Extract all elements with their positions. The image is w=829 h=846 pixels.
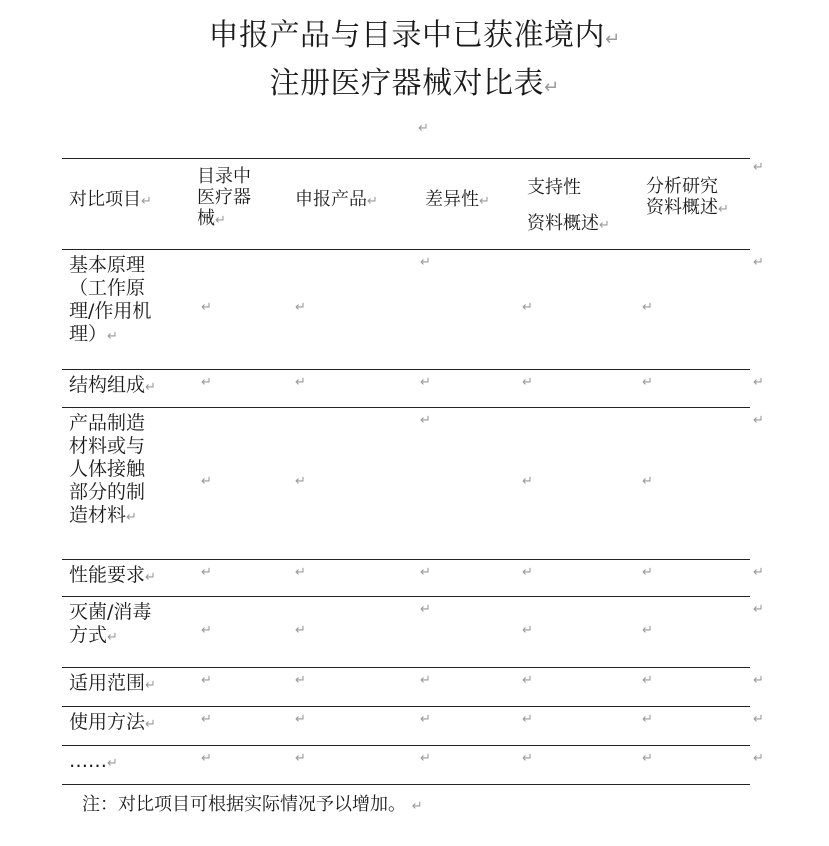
paragraph-mark-icon: ↵ <box>145 678 156 693</box>
paragraph-mark-icon: ↵ <box>522 565 533 580</box>
paragraph-mark-icon: ↵ <box>295 712 306 727</box>
document-title-line-2: 注册医疗器械对比表↵ <box>269 66 560 101</box>
text-line: …… <box>69 750 107 772</box>
paragraph-mark-icon: ↵ <box>201 474 212 489</box>
text-line: 资料概述 <box>646 197 718 218</box>
paragraph-mark-icon: ↵ <box>367 194 378 209</box>
text-line: 性能要求 <box>69 564 146 586</box>
paragraph-mark-icon: ↵ <box>201 300 212 315</box>
paragraph-mark-icon: ↵ <box>420 751 431 766</box>
paragraph-mark-icon: ↵ <box>522 751 533 766</box>
paragraph-mark-icon: ↵ <box>107 329 118 344</box>
paragraph-mark-icon: ↵ <box>642 565 653 580</box>
paragraph-mark-icon: ↵ <box>295 300 306 315</box>
row-label-6 <box>69 711 156 736</box>
header-cell-difference <box>425 189 490 212</box>
text-line: 方式 <box>69 624 108 646</box>
paragraph-mark-icon: ↵ <box>295 623 306 638</box>
paragraph-mark-icon: ↵ <box>107 756 118 771</box>
paragraph-mark-icon: ↵ <box>718 202 729 217</box>
row-label-4 <box>69 601 151 649</box>
paragraph-mark-icon: ↵ <box>295 565 306 580</box>
text-line: 基本原理 <box>69 254 146 276</box>
paragraph-mark-icon: ↵ <box>479 194 490 209</box>
paragraph-mark-icon: ↵ <box>599 218 610 233</box>
text-line: 医疗器 <box>197 187 251 208</box>
paragraph-mark-icon: ↵ <box>418 121 429 136</box>
table-rule-line <box>62 745 750 746</box>
paragraph-mark-icon: ↵ <box>753 413 764 428</box>
row-label-1 <box>69 374 156 399</box>
table-rule-line <box>62 249 750 250</box>
text-line: （工作原 <box>69 277 146 299</box>
paragraph-mark-icon: ↵ <box>145 570 156 585</box>
paragraph-mark-icon: ↵ <box>753 673 764 688</box>
paragraph-mark-icon: ↵ <box>642 300 653 315</box>
paragraph-mark-icon: ↵ <box>201 623 212 638</box>
text-line: 械 <box>197 208 215 229</box>
paragraph-mark-icon: ↵ <box>753 751 764 766</box>
text-line: 资料概述 <box>527 213 599 234</box>
paragraph-mark-icon: ↵ <box>145 380 156 395</box>
text-line: 理） <box>69 323 108 345</box>
table-rule-line <box>62 559 750 560</box>
paragraph-mark-icon: ↵ <box>295 751 306 766</box>
row-label-0 <box>69 254 151 348</box>
table-rule-line <box>62 596 750 597</box>
paragraph-mark-icon: ↵ <box>522 300 533 315</box>
paragraph-mark-icon: ↵ <box>201 751 212 766</box>
text-line: 结构组成 <box>69 374 146 396</box>
paragraph-mark-icon: ↵ <box>753 160 764 175</box>
row-label-7 <box>69 750 118 775</box>
paragraph-mark-icon: ↵ <box>753 565 764 580</box>
header-cell-catalog-device <box>197 166 251 231</box>
text-line: 申报产品 <box>295 189 367 210</box>
paragraph-mark-icon: ↵ <box>642 623 653 638</box>
text-line: 产品制造 <box>69 412 146 434</box>
header-cell-comparison-item <box>69 189 152 212</box>
paragraph-mark-icon: ↵ <box>522 623 533 638</box>
row-label-3 <box>69 564 156 589</box>
table-note: 注：对比项目可根据实际情况予以增加。 ↵ <box>82 794 423 815</box>
paragraph-mark-icon: ↵ <box>201 712 212 727</box>
table-rule-line <box>62 158 750 159</box>
header-cell-declared-product <box>295 189 378 212</box>
paragraph-mark-icon: ↵ <box>201 375 212 390</box>
paragraph-mark-icon: ↵ <box>642 712 653 727</box>
paragraph-mark-icon: ↵ <box>420 712 431 727</box>
paragraph-mark-icon: ↵ <box>201 565 212 580</box>
paragraph-mark-icon: ↵ <box>295 474 306 489</box>
text-line: 材料或与 <box>69 435 146 457</box>
text-line: 造材料 <box>69 504 127 526</box>
paragraph-mark-icon: ↵ <box>522 375 533 390</box>
table-rule-line <box>62 706 750 707</box>
text-line: 使用方法 <box>69 711 146 733</box>
paragraph-mark-icon: ↵ <box>411 799 423 814</box>
table-rule-line <box>62 407 750 408</box>
text-line: 分析研究 <box>646 176 718 197</box>
paragraph-mark-icon: ↵ <box>543 77 560 98</box>
text-line: 适用范围 <box>69 672 146 694</box>
text-line: 灭菌/消毒 <box>69 601 152 623</box>
paragraph-mark-icon: ↵ <box>145 717 156 732</box>
paragraph-mark-icon: ↵ <box>420 602 431 617</box>
paragraph-mark-icon: ↵ <box>642 751 653 766</box>
paragraph-mark-icon: ↵ <box>107 630 118 645</box>
paragraph-mark-icon: ↵ <box>126 510 137 525</box>
paragraph-mark-icon: ↵ <box>753 602 764 617</box>
text-line: 对比项目 <box>69 189 141 210</box>
paragraph-mark-icon: ↵ <box>141 194 152 209</box>
paragraph-mark-icon: ↵ <box>420 413 431 428</box>
paragraph-mark-icon: ↵ <box>295 673 306 688</box>
table-rule-line <box>62 667 750 668</box>
text-line: 理/作用机 <box>69 300 152 322</box>
paragraph-mark-icon: ↵ <box>753 712 764 727</box>
paragraph-mark-icon: ↵ <box>642 375 653 390</box>
paragraph-mark-icon: ↵ <box>215 213 226 228</box>
row-label-2 <box>69 412 145 529</box>
row-label-5 <box>69 672 156 697</box>
paragraph-mark-icon: ↵ <box>201 673 212 688</box>
text-line: 目录中 <box>197 166 251 187</box>
paragraph-mark-icon: ↵ <box>420 673 431 688</box>
text-line: 人体接触 <box>69 458 146 480</box>
paragraph-mark-icon: ↵ <box>604 29 621 50</box>
paragraph-mark-icon: ↵ <box>753 375 764 390</box>
text-line: 差异性 <box>425 189 479 210</box>
paragraph-mark-icon: ↵ <box>642 673 653 688</box>
table-rule-line <box>62 369 750 370</box>
paragraph-mark-icon: ↵ <box>295 375 306 390</box>
paragraph-mark-icon: ↵ <box>420 255 431 270</box>
paragraph-mark-icon: ↵ <box>642 474 653 489</box>
paragraph-mark-icon: ↵ <box>522 673 533 688</box>
text-line: 部分的制 <box>69 481 146 503</box>
document-title-line-1: 申报产品与目录中已获准境内↵ <box>208 18 621 53</box>
paragraph-mark-icon: ↵ <box>522 712 533 727</box>
paragraph-mark-icon: ↵ <box>522 474 533 489</box>
text-line: 支持性 <box>527 177 581 198</box>
paragraph-mark-icon: ↵ <box>420 565 431 580</box>
table-rule-line <box>62 784 750 785</box>
paragraph-mark-icon: ↵ <box>753 255 764 270</box>
header-cell-analysis-summary <box>646 176 729 220</box>
header-cell-supporting-summary <box>527 170 610 244</box>
paragraph-mark-icon: ↵ <box>420 375 431 390</box>
